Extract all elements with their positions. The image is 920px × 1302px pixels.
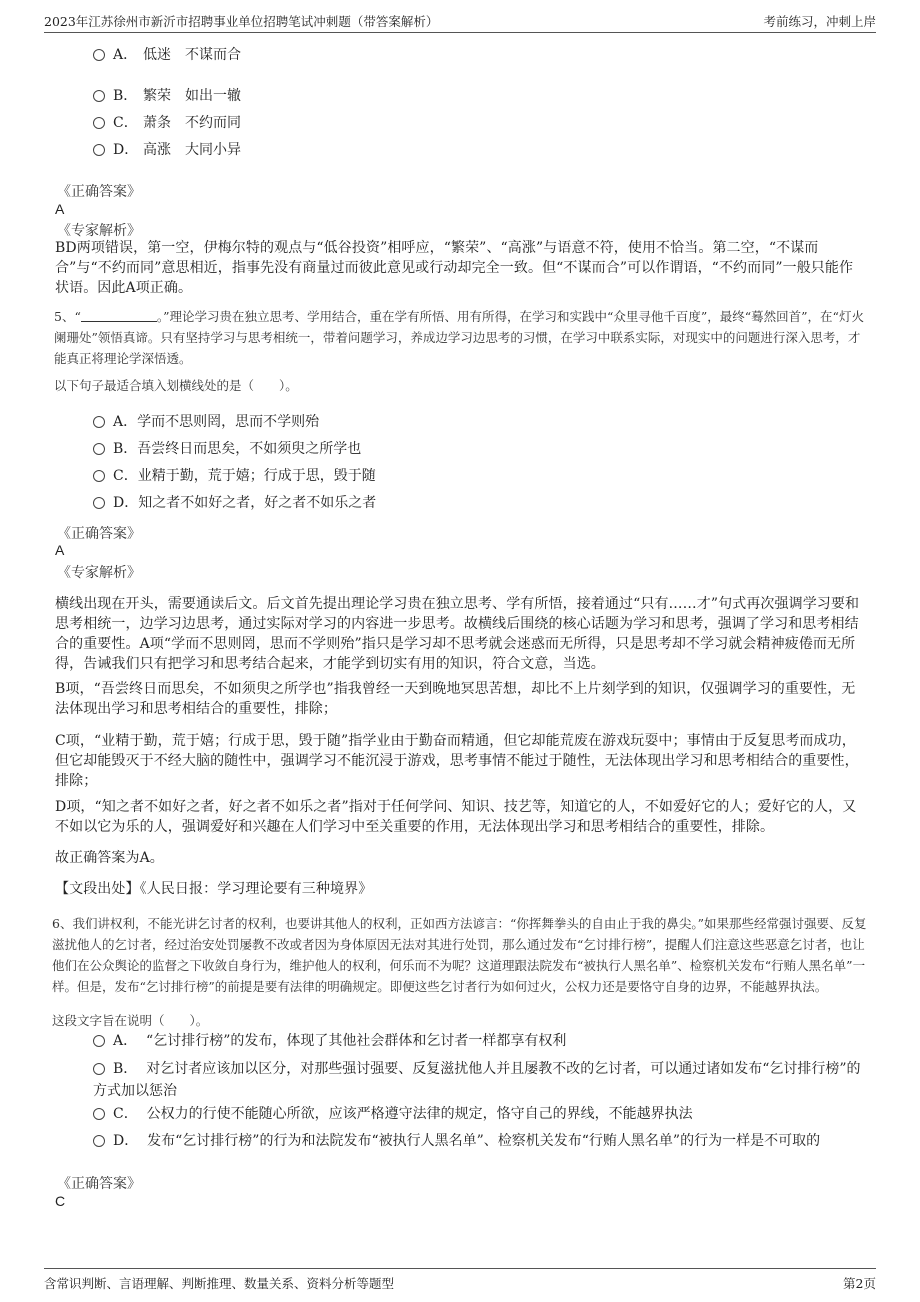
q6-question-text: 6、我们讲权利，不能光讲乞讨者的权利，也要讲其他人的权利，正如西方法谚言：“你挥舞拳头的自由止于我的鼻尖。”如果那些经常强讨强要、反复滋扰他人的乞讨者，经过治安处罚屡教不改或者因为身体原因无法对其进行处罚，那么通过发布“乞讨排行榜”，提醒人们注意这些恶意乞讨者，也让他们在公众舆论的监督之下收敛自身行为，维护他人的权利，何乐而不为呢？这道理跟法院发布“被执行人黑名单”、检察机关发布“行贿人黑名单”一样。但是，发布“乞讨排行榜”的前提是要有法律的明确规定。即便这些乞讨者行为如何过火，公权力还是要恪守自身的边界，不能越界执法。 (52, 916, 867, 994)
q5-conclusion: 故正确答案为A。 (55, 850, 164, 866)
q6-option-d[interactable]: D． 发布“乞讨排行榜”的行为和法院发布“被执行人黑名单”、检察机关发布“行贿人黑名单”的行为一样是不可取的 (93, 1130, 868, 1152)
q4-option-d[interactable]: D． 高涨 大同小异 (93, 140, 241, 160)
q5-option-d[interactable]: D．知之者不如好之者，好之者不如乐之者 (93, 493, 376, 513)
page-footer (44, 1268, 876, 1293)
q5-option-a[interactable]: A．学而不思则罔，思而不学则殆 (93, 412, 319, 432)
q6-option-a[interactable]: A． “乞讨排行榜”的发布，体现了其他社会群体和乞讨者一样都享有权利 (93, 1030, 868, 1052)
document-title: 2023年江苏徐州市新沂市招聘事业单位招聘笔试冲刺题（带答案解析） (44, 14, 439, 29)
q5-question-text: 5、“ 。”理论学习贵在独立思考、学用结合，重在学有所悟、用有所得，在学习和实践中“众里寻他千百度”，最终“蓦然回首”，在“灯火阑珊处”领悟真谛。只有坚持学习与思考相统一，带着问题学习，养成边学习边思考的习惯，在学习中联系实际，对现实中的问题进行深入思考，才能真正将理论学深悟透。 (54, 309, 864, 366)
q5-prompt: 以下句子最适合填入划横线处的是（ ）。 (54, 378, 298, 393)
q5-analysis-paragraph: B项，“吾尝终日而思矣，不如须臾之所学也”指我曾经一天到晚地冥思苦想，却比不上片刻学到的知识，仅强调学习的重要性，无法体现出学习和思考相结合的重要性，排除； (55, 681, 856, 717)
radio-icon[interactable] (93, 416, 105, 428)
q4-option-a[interactable]: A． 低迷 不谋而合 (93, 45, 241, 65)
fill-blank (81, 309, 157, 322)
page-number: 第2页 (843, 1276, 876, 1291)
q6-prompt: 这段文字旨在说明（ ）。 (52, 1013, 209, 1028)
q5-analysis-paragraph: D项，“知之者不如好之者，好之者不如乐之者”指对于任何学问、知识、技艺等，知道它的人，不如爱好它的人；爱好它的人，又不如以它为乐的人，强调爱好和兴趣在人们学习中至关重要的作用，无法体现出学习和思考相结合的重要性，排除。 (55, 799, 857, 835)
q6-option-b[interactable]: B． 对乞讨者应该加以区分，对那些强讨强要、反复滋扰他人并且屡教不改的乞讨者，可以通过诸如发布“乞讨排行榜”的方式加以惩治 (93, 1061, 861, 1099)
radio-icon[interactable] (93, 497, 105, 509)
radio-icon[interactable] (93, 117, 105, 129)
radio-icon[interactable] (93, 90, 105, 102)
q5-analysis-paragraph: 横线出现在开头，需要通读后文。后文首先提出理论学习贵在独立思考、学有所悟，接着通过“只有……才”句式再次强调学习要和思考相统一，边学习边思考，通过实际对学习的内容进一步思考。故横线后围绕的核心话题为学习和思考，强调了学习和思考相结合的重要性。A项“学而不思则罔，思而不学则殆”指只是学习却不思考就会迷惑而无所得，只是思考却不学习就会精神疲倦而无所得，告诫我们只有把学习和思考结合起来，才能学到切实有用的知识，符合文意，当选。 (55, 596, 860, 672)
q4-answer-label: 《正确答案》 (57, 184, 141, 200)
radio-icon[interactable] (93, 1035, 105, 1047)
q5-source: 【文段出处】《人民日报：学习理论要有三种境界》 (55, 881, 373, 897)
q5-option-b[interactable]: B．吾尝终日而思矣，不如须臾之所学也 (93, 439, 361, 459)
radio-icon[interactable] (93, 49, 105, 61)
q4-option-b[interactable]: B． 繁荣 如出一辙 (93, 86, 241, 106)
q6-answer-label: 《正确答案》 (57, 1176, 141, 1192)
header-slogan: 考前练习，冲刺上岸 (763, 14, 876, 29)
q4-analysis-label: 《专家解析》 (57, 223, 141, 239)
radio-icon[interactable] (93, 443, 105, 455)
radio-icon[interactable] (93, 1135, 105, 1147)
radio-icon[interactable] (93, 1108, 105, 1120)
q5-answer-label: 《正确答案》 (57, 526, 141, 542)
radio-icon[interactable] (93, 1063, 105, 1075)
page-header (44, 10, 876, 33)
q4-option-c[interactable]: C． 萧条 不约而同 (93, 113, 241, 133)
radio-icon[interactable] (93, 144, 105, 156)
q6-answer: C (55, 1193, 66, 1209)
footer-note: 含常识判断、言语理解、判断推理、数量关系、资料分析等题型 (44, 1276, 395, 1291)
q5-analysis-label: 《专家解析》 (57, 565, 141, 581)
radio-icon[interactable] (93, 470, 105, 482)
q4-answer: A (55, 201, 65, 217)
q5-analysis-paragraph: C项，“业精于勤，荒于嬉；行成于思，毁于随”指学业由于勤奋而精通，但它却能荒废在游戏玩耍中；事情由于反复思考而成功，但它却能毁灭于不经大脑的随性中，强调学习不能沉浸于游戏，思考事情不能过于随性，无法体现出学习和思考相结合的重要性，排除； (55, 733, 859, 789)
q4-analysis: BD两项错误，第一空，伊梅尔特的观点与“低谷投资”相呼应，“繁荣”、“高涨”与语意不符，使用不恰当。第二空，“不谋而合”与“不约而同”意思相近，指事先没有商量过而彼此意见或行动却完全一致。但“不谋而合”可以作谓语，“不约而同”一般只能作状语。因此A项正确。 (55, 240, 854, 296)
q6-option-c[interactable]: C． 公权力的行使不能随心所欲，应该严格遵守法律的规定，恪守自己的界线，不能越界执法 (93, 1103, 868, 1125)
q5-option-c[interactable]: C．业精于勤，荒于嬉；行成于思，毁于随 (93, 466, 376, 486)
q5-answer: A (55, 542, 65, 558)
